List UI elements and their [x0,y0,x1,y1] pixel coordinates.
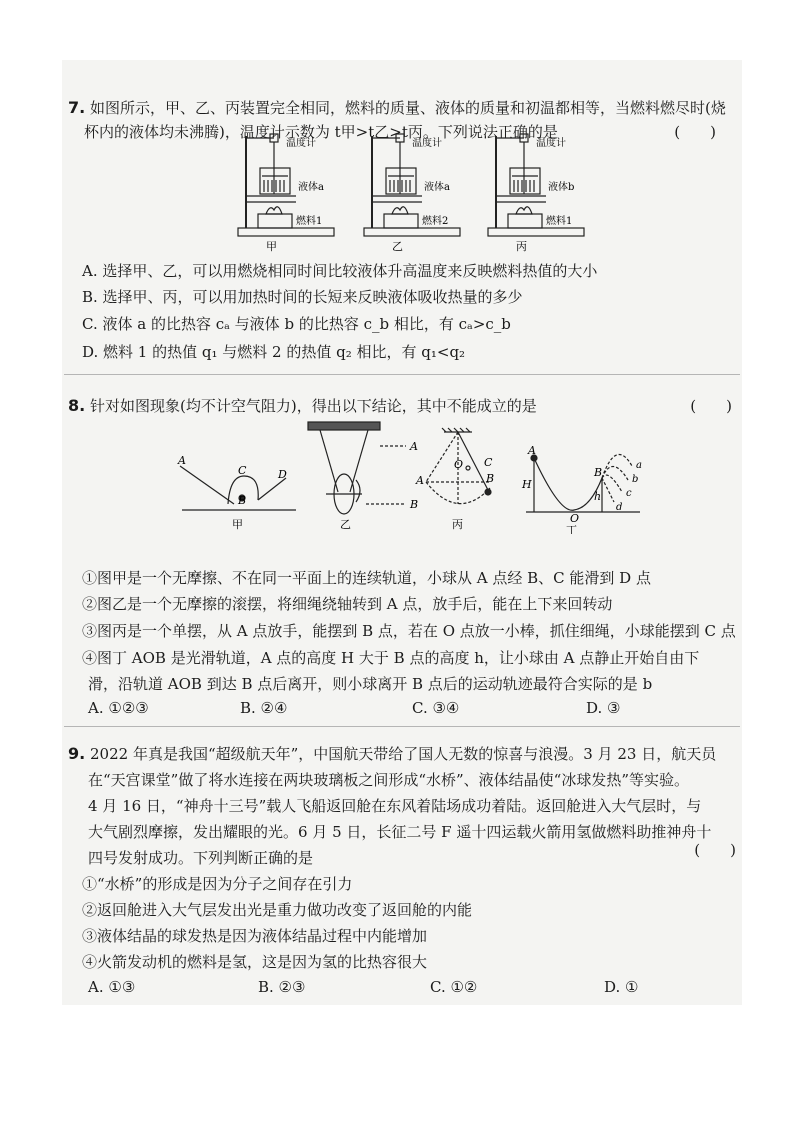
q9-answer-paren[interactable]: ( ) [694,841,736,859]
q9-stem-text-4: 大气剧烈摩擦，发出耀眼的光。6 月 5 日，长征二号 F 遥十四运载火箭用氢做燃料助推神舟十 [88,823,712,841]
q9-stem-line1 [68,742,740,766]
q8-caption-bing: 丙 [452,518,463,531]
q8-diagram-yi [308,422,406,514]
q8-stem-text: 针对如图现象(均不计空气阻力)，得出以下结论，其中不能成立的是 [90,397,537,415]
q7-label-thermometer-1: 温度计 [286,138,316,149]
q8-choice-d[interactable]: D. ③ [586,699,621,717]
q8-yi-pt-B: B [410,498,419,511]
q8-caption-yi: 乙 [340,518,351,531]
q7-figure [230,132,610,256]
q7-label-liquid-a-2: 液体a [424,182,450,193]
q8-jia-pt-A: A [178,454,186,467]
q7-option-d[interactable]: D. 燃料 1 的热值 q₁ 与燃料 2 的热值 q₂ 相比，有 q₁<q₂ [82,343,466,361]
q8-ding-pt-O: O [570,512,580,525]
q8-bing-pt-C: C [484,456,493,469]
q9-number: 9. [68,744,86,763]
q8-caption-ding: 丁 [566,524,577,534]
q8-choice-b[interactable]: B. ②④ [240,699,288,717]
q9-statement-4: ④火箭发动机的燃料是氢，这是因为氢的比热容很大 [82,953,428,971]
section-divider-1 [64,374,740,375]
q8-statement-4-cont: 滑，沿轨道 AOB 到达 B 点后离开，则小球离开 B 点后的运动轨迹最符合实际的是 b [88,675,653,693]
q8-number: 8. [68,396,86,415]
q9-stem-line5 [88,841,740,870]
q8-choice-c[interactable]: C. ③④ [412,699,460,717]
q8-ding-pt-b: b [632,474,639,485]
q8-answer-paren[interactable]: ( ) [690,397,732,415]
q7-option-a[interactable]: A. 选择甲、乙，可以用燃烧相同时间比较液体升高温度来反映燃料热值的大小 [82,262,598,280]
q7-caption-yi: 乙 [392,240,403,253]
q8-statement-3: ③图丙是一个单摆，从 A 点放手，能摆到 B 点，若在 O 点放一小棒，抓住细绳，小球能摆到 C 点 [82,622,736,640]
q8-statement-4: ④图丁 AOB 是光滑轨道，A 点的高度 H 大于 B 点的高度 h，让小球由 A 点静止开始自由下 [82,649,700,667]
q7-label-thermometer-2: 温度计 [412,138,442,149]
q8-statement-1: ①图甲是一个无摩擦、不在同一平面上的连续轨道，小球从 A 点经 B、C 能滑到 D 点 [82,569,651,587]
q7-caption-bing: 丙 [516,240,527,253]
q8-ding-pt-B: B [594,466,603,479]
q9-choice-d[interactable]: D. ① [604,978,639,996]
q7-number: 7. [68,98,86,117]
q9-statement-1: ①“水桥”的形成是因为分子之间存在引力 [82,875,353,893]
q7-stem-text-1: 如图所示，甲、乙、丙装置完全相同，燃料的质量、液体的质量和初温都相等，当燃料燃尽时(烧 [90,99,726,117]
q8-ding-pt-h: h [594,490,602,503]
q9-stem-text-3: 4 月 16 日，“神舟十三号”载人飞船返回舱在东风着陆场成功着陆。返回舱进入大气层时，与 [88,797,702,815]
q7-label-liquid-a-1: 液体a [298,182,324,193]
q7-label-liquid-b: 液体b [548,182,575,193]
q8-ding-pt-H: H [522,478,532,491]
q8-choice-a[interactable]: A. ①②③ [88,699,149,717]
q8-ding-pt-c: c [626,488,632,499]
q9-stem-text-1: 2022 年真是我国“超级航天年”，中国航天带给了国人无数的惊喜与浪漫。3 月 23 日，航天员 [90,745,717,763]
q7-answer-paren[interactable]: ( ) [674,123,716,141]
q8-diagram-ding [526,454,640,512]
q7-label-fuel2: 燃料2 [422,216,449,227]
q8-yi-pt-A: A [410,440,418,453]
q8-bing-pt-B: B [486,472,495,485]
q8-jia-pt-B: B [238,494,247,507]
q7-stem-line1 [68,96,740,120]
q8-bing-pt-O: O [454,458,464,471]
section-divider-2 [64,726,740,727]
q8-ding-pt-A: A [528,444,536,457]
q7-caption-jia: 甲 [266,240,277,253]
q7-label-fuel1-1: 燃料1 [296,216,323,227]
q7-option-b[interactable]: B. 选择甲、丙，可以用加热时间的长短来反映液体吸收热量的多少 [82,288,523,306]
q8-statement-2: ②图乙是一个无摩擦的滚摆，将细绳绕轴转到 A 点，放手后，能在上下来回转动 [82,595,613,613]
q8-bing-pt-A: A [416,474,424,487]
q8-ding-pt-d: d [616,502,623,513]
q9-choice-c[interactable]: C. ①② [430,978,478,996]
q8-stem-line [68,394,740,418]
q9-choice-b[interactable]: B. ②③ [258,978,306,996]
q7-option-c[interactable]: C. 液体 a 的比热容 cₐ 与液体 b 的比热容 c_b 相比，有 cₐ>c_b [82,315,511,333]
q9-choice-a[interactable]: A. ①③ [88,978,136,996]
q8-ding-pt-a: a [636,460,642,471]
q7-stem-text-2: 杯内的液体均未沸腾)，温度计示数为 t甲>t乙>t丙。下列说法正确的是 [84,123,558,141]
q7-label-thermometer-3: 温度计 [536,138,566,149]
q9-stem-text-2: 在“天宫课堂”做了将水连接在两块玻璃板之间形成“水桥”、液体结晶使“冰球发热”等实验。 [88,771,690,789]
q8-caption-jia: 甲 [232,518,243,531]
q9-statement-3: ③液体结晶的球发热是因为液体结晶过程中内能增加 [82,927,428,945]
q8-figure [170,418,670,534]
q9-statement-2: ②返回舱进入大气层发出光是重力做功改变了返回舱的内能 [82,901,473,919]
q7-label-fuel1-2: 燃料1 [546,216,573,227]
q8-jia-pt-D: D [278,468,287,481]
q9-stem-text-5: 四号发射成功。下列判断正确的是 [88,849,314,867]
q8-jia-pt-C: C [238,464,247,477]
